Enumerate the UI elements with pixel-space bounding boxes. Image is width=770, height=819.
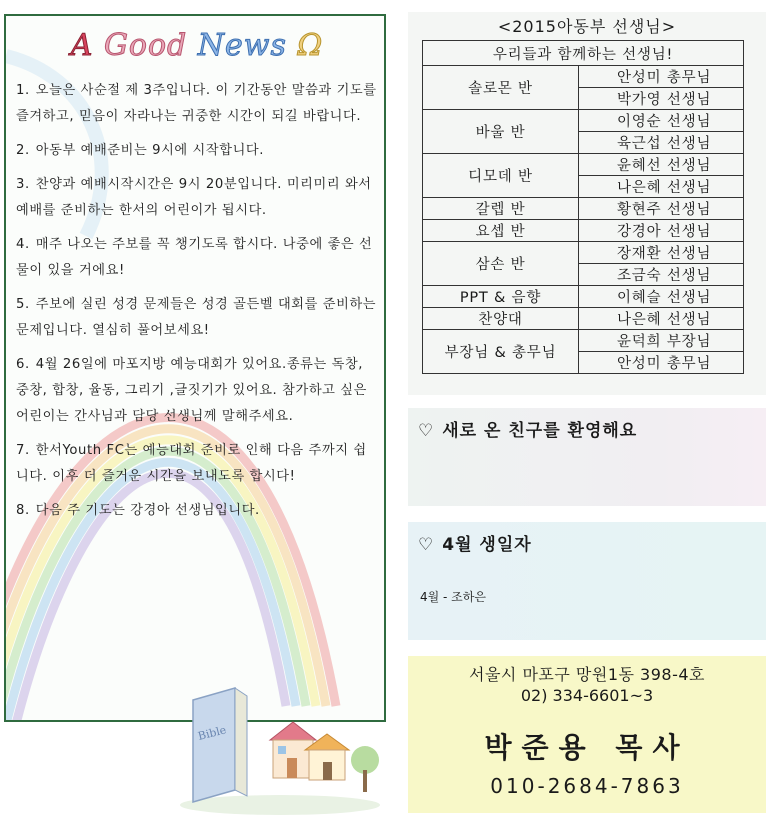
item-number: 3. (16, 177, 30, 192)
title-good: Good (103, 28, 188, 63)
heart-icon: ♡ (418, 535, 435, 555)
birthday-title: 4월 생일자 (442, 535, 532, 555)
item-text: 다음 주 기도는 강경아 선생님입니다. (35, 503, 260, 518)
birthday-header (418, 530, 532, 555)
table-row (423, 66, 744, 88)
bible-house-illustration (175, 670, 385, 815)
item-number: 7. (16, 443, 30, 458)
teachers-title: <2015아동부 선생님> (497, 17, 677, 36)
pastor-name: 박준용 목사 (484, 731, 690, 764)
news-title (6, 28, 386, 63)
teacher-name: 나은혜 선생님 (579, 176, 744, 198)
item-number: 4. (16, 237, 30, 252)
item-number: 1. (16, 83, 30, 98)
title-news: News (197, 28, 287, 63)
teacher-name: 육근섭 선생님 (579, 132, 744, 154)
announcement-list (16, 78, 378, 532)
birthday-section (408, 522, 766, 640)
class-name: 솔로몬 반 (423, 66, 579, 110)
announcement-item (16, 138, 378, 164)
class-name: 찬양대 (423, 308, 579, 330)
teacher-name: 장재환 선생님 (579, 242, 744, 264)
announcement-item (16, 78, 378, 130)
heart-icon: ♡ (418, 421, 435, 441)
item-number: 6. (16, 357, 30, 372)
teachers-header: 우리들과 함께하는 선생님! (423, 41, 744, 66)
welcome-section (408, 408, 766, 506)
welcome-title: 새로 온 친구를 환영해요 (442, 421, 638, 441)
bible-icon (193, 688, 247, 802)
announcement-item (16, 172, 378, 224)
item-text: 오늘은 사순절 제 3주입니다. 이 기간동안 말씀과 기도를 즐겨하고, 믿음이 자라나는 귀중한 시간이 되길 바랍니다. (16, 83, 377, 124)
house-icon (270, 722, 349, 780)
teacher-name: 이영순 선생님 (579, 110, 744, 132)
church-phone: 02) 334-6601~3 (520, 686, 654, 705)
title-a: A (70, 28, 94, 63)
teacher-name: 이혜슬 선생님 (579, 286, 744, 308)
table-row (423, 110, 744, 132)
teacher-name: 강경아 선생님 (579, 220, 744, 242)
title-omega: Ω (297, 28, 324, 63)
birthday-entry: 4월 - 조하은 (420, 590, 486, 604)
teacher-name: 박가영 선생님 (579, 88, 744, 110)
class-name: 삼손 반 (423, 242, 579, 286)
welcome-header (418, 416, 637, 441)
class-name: PPT & 음향 (423, 286, 579, 308)
teacher-name: 안성미 총무님 (579, 66, 744, 88)
class-name: 요셉 반 (423, 220, 579, 242)
class-name: 디모데 반 (423, 154, 579, 198)
item-text: 찬양과 예배시작시간은 9시 20분입니다. 미리미리 와서 예배를 준비하는 한서의 어린이가 됩시다. (16, 177, 372, 218)
teacher-name: 안성미 총무님 (579, 352, 744, 374)
teacher-name: 황현주 선생님 (579, 198, 744, 220)
church-address: 서울시 마포구 망원1동 398-4호 (469, 665, 705, 684)
table-row (423, 154, 744, 176)
teacher-name: 윤덕희 부장님 (579, 330, 744, 352)
teacher-name: 나은혜 선생님 (579, 308, 744, 330)
teachers-table (422, 40, 744, 374)
table-row (423, 220, 744, 242)
teacher-name: 조금숙 선생님 (579, 264, 744, 286)
bible-label: Bible (196, 723, 228, 743)
teachers-section (408, 12, 766, 395)
class-name: 갈렙 반 (423, 198, 579, 220)
table-row (423, 198, 744, 220)
ground-shape (180, 795, 380, 815)
table-header-row (423, 41, 744, 66)
class-name: 바울 반 (423, 110, 579, 154)
announcement-item (16, 232, 378, 284)
item-text: 4월 26일에 마포지방 예능대회가 있어요.종류는 독창, 중창, 합창, 율동, 그리기 ,글짓기가 있어요. 참가하고 싶은 어린이는 간사님과 담당 선생님께 말해주세요. (16, 357, 367, 424)
pastor-mobile: 010-2684-7863 (490, 774, 684, 798)
item-number: 8. (16, 503, 30, 518)
table-row (423, 308, 744, 330)
item-number: 2. (16, 143, 30, 158)
announcement-item (16, 292, 378, 344)
item-text: 주보에 실린 성경 문제들은 성경 골든벨 대회를 준비하는 문제입니다. 열심히 풀어보세요! (16, 297, 377, 338)
table-row (423, 242, 744, 264)
table-row (423, 330, 744, 352)
announcement-item (16, 438, 378, 490)
news-panel (4, 14, 386, 722)
announcement-item (16, 352, 378, 430)
item-text: 아동부 예배준비는 9시에 시작합니다. (35, 143, 265, 158)
class-name: 부장님 & 총무님 (423, 330, 579, 374)
item-text: 매주 나오는 주보를 꼭 챙기도록 합시다. 나중에 좋은 선물이 있을 거에요! (16, 237, 373, 278)
announcement-item (16, 498, 378, 524)
contact-box (408, 656, 766, 813)
item-text: 한서Youth FC는 예능대회 준비로 인해 다음 주까지 쉽니다. 이후 더 즐거운 시간을 보내도록 합시다! (16, 443, 367, 484)
tree-icon (351, 746, 379, 774)
teacher-name: 윤혜선 선생님 (579, 154, 744, 176)
item-number: 5. (16, 297, 30, 312)
table-row (423, 286, 744, 308)
